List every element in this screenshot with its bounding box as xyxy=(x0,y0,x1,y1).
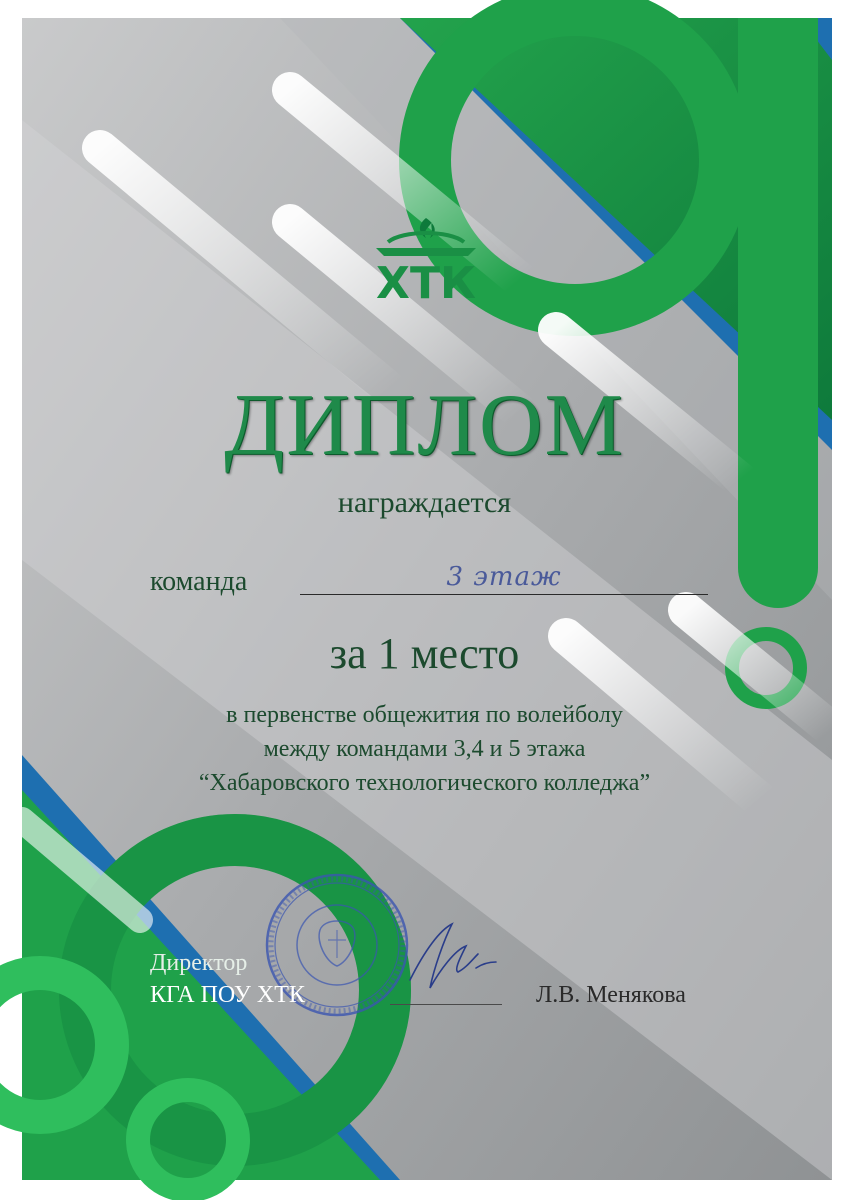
description-line-2: между командами 3,4 и 5 этажа xyxy=(263,736,586,762)
team-underline xyxy=(300,594,708,595)
signatory-name: Л.В. Менякова xyxy=(536,982,686,1008)
place-text: за 1 место xyxy=(329,629,520,678)
diploma-title: ДИПЛОМ xyxy=(224,377,625,474)
signature-line xyxy=(390,1004,502,1005)
awarded-label: награждается xyxy=(337,486,512,519)
description-line-1: в первенстве общежития по волейболу xyxy=(226,702,623,728)
emblem-letters: ХТК xyxy=(376,258,476,308)
team-value-handwritten: 3 этаж xyxy=(446,562,562,592)
handwritten-signature-icon xyxy=(400,910,510,1000)
college-emblem-icon xyxy=(368,212,484,308)
team-label: команда xyxy=(150,566,248,597)
signature-organization: КГА ПОУ ХТК xyxy=(150,982,305,1008)
description-line-3: “Хабаровского технологического колледжа” xyxy=(198,770,651,796)
signature-title: Директор xyxy=(150,950,248,976)
